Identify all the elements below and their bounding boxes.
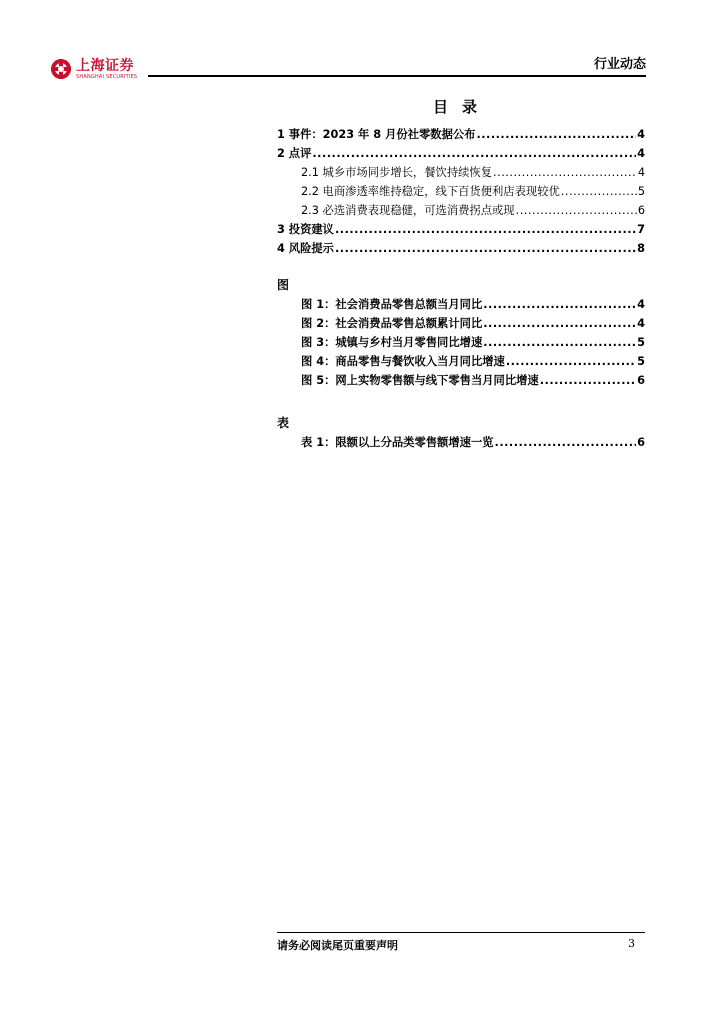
footer-disclaimer: 请务必阅读尾页重要声明: [277, 939, 398, 952]
table-entry[interactable]: 表 1：限额以上分品类零售额增速一览 ..... 6: [277, 434, 645, 453]
shanghai-securities-logo-icon: [50, 58, 72, 80]
figure-entry[interactable]: 图 3：城镇与乡村当月零售同比增速 ..... 5: [277, 334, 645, 353]
figure-entry[interactable]: 图 1：社会消费品零售总额当月同比 ..... 4: [277, 296, 645, 315]
toc-list: [277, 126, 645, 259]
toc-entry[interactable]: 2.2 电商渗透率维持稳定，线下百货便利店表现较优 ..... 5: [277, 183, 645, 202]
toc-entry[interactable]: 2 点评 ..... 4: [277, 145, 645, 164]
logo-text-en: SHANGHAI SECURITIES: [76, 73, 138, 80]
logo-text-cn: 上海证券: [76, 57, 134, 74]
toc-entry[interactable]: 2.1 城乡市场同步增长，餐饮持续恢复 ..... 4: [277, 164, 645, 183]
figure-list: [277, 276, 645, 391]
logo: [50, 57, 137, 81]
toc-entry[interactable]: 4 风险提示 ..... 8: [277, 240, 645, 259]
toc-title: 目录: [432, 98, 491, 116]
figure-entry[interactable]: 图 4：商品零售与餐饮收入当月同比增速 ..... 5: [277, 353, 645, 372]
toc-entry[interactable]: 3 投资建议 ..... 7: [277, 221, 645, 240]
figure-list-heading: 图: [277, 278, 290, 292]
table-list: [277, 414, 645, 453]
toc-entry[interactable]: 2.3 必选消费表现稳健，可选消费拐点或现 ..... 6: [277, 202, 645, 221]
figure-entry[interactable]: 图 5：网上实物零售额与线下零售当月同比增速 ..... 6: [277, 372, 645, 391]
report-category: 行业动态: [593, 57, 646, 72]
header-divider: [148, 75, 646, 77]
figure-entry[interactable]: 图 2：社会消费品零售总额累计同比 ..... 4: [277, 315, 645, 334]
toc-entry[interactable]: 1 事件：2023 年 8 月份社零数据公布 ..... 4: [277, 126, 645, 145]
table-list-heading: 表: [277, 416, 290, 430]
page-number: 3: [628, 937, 635, 950]
footer-divider: [277, 932, 645, 933]
